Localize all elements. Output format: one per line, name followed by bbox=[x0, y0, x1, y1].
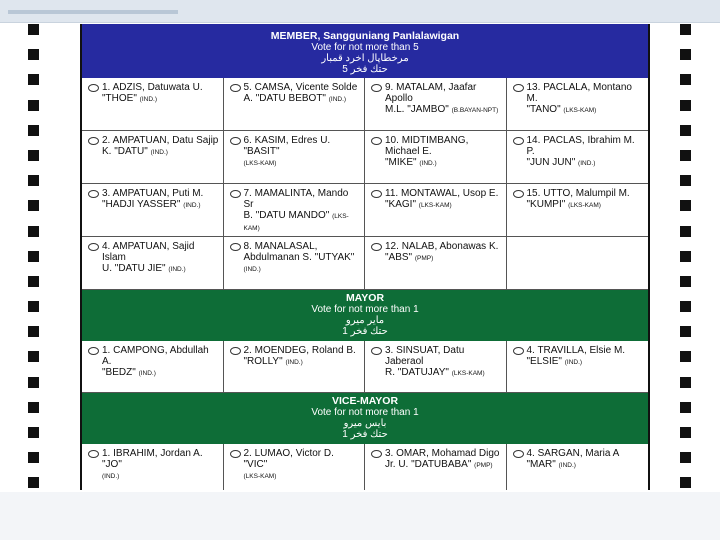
candidate-party: (IND.) bbox=[138, 370, 156, 377]
timing-mark bbox=[680, 477, 691, 488]
timing-mark bbox=[28, 377, 39, 388]
candidate-row bbox=[82, 341, 648, 393]
vote-oval[interactable] bbox=[88, 84, 99, 92]
candidate-nickname: "ROLLY" bbox=[243, 356, 283, 367]
candidate-name: KASIM, Edres U. "BASIT" bbox=[243, 135, 331, 157]
candidate-nickname: "MIKE" bbox=[385, 157, 417, 168]
vote-oval[interactable] bbox=[371, 84, 382, 92]
candidate-number: 1. bbox=[102, 448, 111, 459]
top-bar-accent bbox=[8, 10, 178, 14]
vote-oval[interactable] bbox=[230, 84, 241, 92]
candidate-cell[interactable] bbox=[82, 131, 224, 183]
left-timing-marks bbox=[28, 24, 40, 528]
candidate-nickname: "ELSIE" bbox=[526, 356, 562, 367]
candidate-cell[interactable] bbox=[82, 444, 224, 490]
candidate-cell[interactable] bbox=[224, 237, 366, 289]
candidate-nickname: "KUMPI" bbox=[526, 199, 566, 210]
candidate-party: (LKS-KAM) bbox=[243, 213, 349, 232]
candidate-row bbox=[82, 78, 648, 131]
candidate-nickname: U. "DATU JIE" bbox=[102, 263, 166, 274]
candidate-party: (B.BAYAN-NPT) bbox=[451, 107, 499, 114]
candidate-cell[interactable] bbox=[365, 131, 507, 183]
timing-mark bbox=[28, 49, 39, 60]
candidate-number: 13. bbox=[526, 82, 541, 93]
candidate-cell[interactable] bbox=[82, 184, 224, 236]
candidate-text bbox=[244, 188, 361, 234]
vote-oval[interactable] bbox=[88, 243, 99, 251]
candidate-cell[interactable] bbox=[224, 184, 366, 236]
candidate-party: (LKS-KAM) bbox=[568, 202, 601, 209]
vote-oval[interactable] bbox=[88, 450, 99, 458]
candidate-number: 1. bbox=[102, 345, 111, 356]
vote-oval[interactable] bbox=[371, 450, 382, 458]
vote-oval[interactable] bbox=[371, 243, 382, 251]
candidate-cell[interactable] bbox=[365, 78, 507, 130]
candidate-nickname: "BEDZ" bbox=[102, 367, 136, 378]
timing-mark bbox=[28, 326, 39, 337]
candidate-text bbox=[527, 188, 645, 234]
candidate-text bbox=[527, 345, 645, 390]
candidate-text bbox=[244, 241, 361, 287]
timing-mark bbox=[28, 226, 39, 237]
vote-oval[interactable] bbox=[513, 137, 524, 145]
candidate-name: AMPATUAN, Sajid Islam bbox=[102, 241, 195, 263]
candidate-name: CAMSA, Vicente Solde bbox=[254, 82, 358, 93]
timing-mark bbox=[680, 326, 691, 337]
section-arabic-line1: بايس ميرو bbox=[343, 418, 387, 429]
section-arabic-line1: ماير ميرو bbox=[345, 315, 385, 326]
vote-oval[interactable] bbox=[371, 190, 382, 198]
candidate-party: (IND.) bbox=[183, 202, 201, 209]
candidate-number: 3. bbox=[385, 448, 394, 459]
candidate-number: 4. bbox=[102, 241, 111, 252]
candidate-text bbox=[244, 82, 361, 128]
timing-mark bbox=[680, 301, 691, 312]
candidate-number: 11. bbox=[385, 188, 399, 199]
candidate-text bbox=[385, 188, 502, 234]
timing-mark bbox=[680, 150, 691, 161]
candidate-cell bbox=[507, 237, 649, 289]
candidate-nickname: M.L. "JAMBO" bbox=[385, 104, 449, 115]
candidate-number: 6. bbox=[243, 135, 252, 146]
section-header bbox=[82, 24, 648, 78]
candidate-cell[interactable] bbox=[507, 184, 649, 236]
candidate-name: MOENDEG, Roland B. bbox=[254, 345, 356, 356]
timing-mark bbox=[28, 125, 39, 136]
vote-oval[interactable] bbox=[371, 347, 382, 355]
section-header bbox=[82, 290, 648, 341]
candidate-number: 4. bbox=[526, 448, 535, 459]
candidate-text bbox=[244, 135, 361, 181]
candidate-nickname: "HADJI YASSER" bbox=[102, 199, 181, 210]
candidate-name: ADZIS, Datuwata U. bbox=[112, 82, 203, 93]
timing-mark bbox=[28, 452, 39, 463]
candidate-name: SARGAN, Maria A bbox=[537, 448, 620, 459]
candidate-cell[interactable] bbox=[224, 131, 366, 183]
candidate-name: IBRAHIM, Jordan A. "JO" bbox=[102, 448, 203, 470]
candidate-party: (LKS-KAM) bbox=[418, 202, 452, 209]
candidate-number: 7. bbox=[243, 188, 252, 199]
candidate-number: 1. bbox=[102, 82, 111, 93]
vote-oval[interactable] bbox=[371, 137, 382, 145]
candidate-number: 3. bbox=[102, 188, 111, 199]
candidate-name: MAMALINTA, Mando Sr bbox=[243, 188, 349, 210]
section-vote-line: Vote for not more than 1 bbox=[311, 407, 419, 418]
timing-mark bbox=[680, 226, 691, 237]
candidate-party: (IND.) bbox=[243, 266, 261, 273]
candidate-text bbox=[102, 241, 219, 287]
candidate-cell[interactable] bbox=[82, 78, 224, 130]
timing-mark bbox=[680, 175, 691, 186]
top-bar bbox=[0, 0, 720, 23]
candidate-name: UTTO, Malumpil M. bbox=[543, 188, 630, 199]
candidate-cell[interactable] bbox=[82, 341, 224, 392]
ballot-sheet bbox=[80, 24, 650, 490]
candidate-text bbox=[385, 448, 502, 490]
candidate-row bbox=[82, 444, 648, 490]
vote-oval[interactable] bbox=[513, 190, 524, 198]
candidate-number: 2. bbox=[243, 448, 252, 459]
candidate-party: (IND.) bbox=[168, 266, 186, 273]
timing-mark bbox=[28, 100, 39, 111]
candidate-party: (IND.) bbox=[558, 462, 576, 469]
candidate-number: 14. bbox=[526, 135, 541, 146]
timing-mark bbox=[28, 200, 39, 211]
timing-mark bbox=[680, 200, 691, 211]
candidate-text bbox=[102, 82, 219, 128]
candidate-number: 10. bbox=[385, 135, 399, 146]
section-arabic-line2: حتك فخر 5 bbox=[342, 64, 388, 75]
candidate-text bbox=[244, 448, 361, 490]
candidate-text bbox=[527, 448, 645, 490]
timing-mark bbox=[680, 251, 691, 262]
candidate-name: TRAVILLA, Elsie M. bbox=[537, 345, 626, 356]
section-arabic-line1: مرخطاپال اخرد قمبار bbox=[321, 53, 409, 64]
timing-mark bbox=[680, 377, 691, 388]
candidate-name: CAMPONG, Abdullah A. bbox=[102, 345, 209, 367]
timing-mark bbox=[28, 251, 39, 262]
timing-mark bbox=[28, 74, 39, 85]
candidate-cell[interactable] bbox=[507, 444, 649, 490]
section-vote-line: Vote for not more than 1 bbox=[311, 304, 419, 315]
candidate-party: (LKS-KAM) bbox=[563, 107, 597, 114]
timing-mark bbox=[28, 351, 39, 362]
candidate-cell[interactable] bbox=[365, 237, 507, 289]
vote-oval[interactable] bbox=[230, 450, 241, 458]
candidate-text bbox=[102, 448, 219, 490]
candidate-number: 5. bbox=[243, 82, 252, 93]
timing-mark bbox=[680, 74, 691, 85]
candidate-text bbox=[385, 82, 502, 128]
candidate-cell[interactable] bbox=[365, 444, 507, 490]
candidate-number: 12. bbox=[385, 241, 399, 252]
section-title: MEMBER, Sangguniang Panlalawigan bbox=[270, 30, 460, 42]
vote-oval[interactable] bbox=[230, 243, 241, 251]
candidate-cell[interactable] bbox=[82, 237, 224, 289]
candidate-name: PACLALA, Montano M. bbox=[526, 82, 632, 104]
candidate-name: MATALAM, Jaafar Apollo bbox=[385, 82, 477, 104]
right-timing-marks bbox=[680, 24, 692, 528]
timing-mark bbox=[28, 276, 39, 287]
candidate-name: LUMAO, Victor D. "VIC" bbox=[243, 448, 334, 470]
candidate-name: PACLAS, Ibrahim M. P. bbox=[526, 135, 635, 157]
candidate-cell[interactable] bbox=[224, 444, 366, 490]
candidate-nickname: "KAGI" bbox=[385, 199, 416, 210]
candidate-name: OMAR, Mohamad Digo bbox=[396, 448, 500, 459]
candidate-party: (PMP) bbox=[474, 462, 493, 469]
candidate-name: MANALASAL, bbox=[254, 241, 318, 252]
candidate-nickname: B. "DATU MANDO" bbox=[243, 210, 330, 221]
candidate-party: (IND.) bbox=[328, 96, 347, 103]
bottom-margin bbox=[0, 492, 720, 540]
candidate-cell[interactable] bbox=[365, 184, 507, 236]
candidate-cell[interactable] bbox=[507, 78, 649, 130]
candidate-number: 8. bbox=[243, 241, 252, 252]
candidate-name: MIDTIMBANG, Michael E. bbox=[385, 135, 469, 157]
candidate-text bbox=[102, 345, 219, 390]
section-title: MAYOR bbox=[345, 292, 385, 304]
timing-mark bbox=[28, 301, 39, 312]
candidate-party: (IND.) bbox=[150, 149, 168, 156]
timing-mark bbox=[28, 477, 39, 488]
candidate-cell[interactable] bbox=[224, 341, 366, 392]
candidate-name: AMPATUAN, Datu Sajip bbox=[112, 135, 219, 146]
candidate-party: (IND.) bbox=[419, 160, 437, 167]
candidate-number: 4. bbox=[526, 345, 535, 356]
candidate-party: (PMP) bbox=[414, 255, 434, 262]
candidate-cell[interactable] bbox=[507, 131, 649, 183]
candidate-text bbox=[513, 241, 645, 287]
candidate-row bbox=[82, 131, 648, 184]
candidate-cell[interactable] bbox=[224, 78, 366, 130]
timing-mark bbox=[680, 452, 691, 463]
vote-oval[interactable] bbox=[230, 347, 241, 355]
timing-mark bbox=[28, 150, 39, 161]
candidate-nickname: "ABS" bbox=[385, 252, 413, 263]
candidate-party: (IND.) bbox=[139, 96, 158, 103]
candidate-name: MONTAWAL, Usop E. bbox=[400, 188, 499, 199]
candidate-party: (IND.) bbox=[578, 160, 596, 167]
candidate-number: 9. bbox=[385, 82, 394, 93]
timing-mark bbox=[680, 276, 691, 287]
vote-oval[interactable] bbox=[513, 84, 524, 92]
section-arabic-line2: حتك فخر 1 bbox=[342, 326, 388, 337]
candidate-nickname: K. "DATU" bbox=[102, 146, 148, 157]
candidate-nickname: "TANO" bbox=[526, 104, 561, 115]
candidate-text bbox=[527, 135, 645, 181]
timing-mark bbox=[680, 427, 691, 438]
candidate-row bbox=[82, 184, 648, 237]
timing-mark bbox=[680, 100, 691, 111]
candidate-nickname: Abdulmanan S. "UTYAK" bbox=[243, 252, 355, 263]
candidate-party: (IND.) bbox=[102, 473, 120, 480]
candidate-number: 2. bbox=[102, 135, 111, 146]
candidate-text bbox=[385, 345, 502, 390]
candidate-nickname: "JUN JUN" bbox=[526, 157, 576, 168]
candidate-cell[interactable] bbox=[507, 341, 649, 392]
candidate-nickname: A. "DATU BEBOT" bbox=[243, 93, 326, 104]
candidate-number: 3. bbox=[385, 345, 394, 356]
vote-oval[interactable] bbox=[513, 347, 524, 355]
timing-mark bbox=[680, 24, 691, 35]
vote-oval[interactable] bbox=[88, 190, 99, 198]
vote-oval[interactable] bbox=[230, 137, 241, 145]
candidate-party: (IND.) bbox=[285, 359, 303, 366]
timing-mark bbox=[28, 402, 39, 413]
vote-oval[interactable] bbox=[88, 137, 99, 145]
candidate-text bbox=[385, 135, 502, 181]
vote-oval[interactable] bbox=[88, 347, 99, 355]
candidate-name: AMPATUAN, Puti M. bbox=[112, 188, 204, 199]
candidate-cell[interactable] bbox=[365, 341, 507, 392]
section-header bbox=[82, 393, 648, 444]
candidate-name: SINSUAT, Datu Jaberaol bbox=[385, 345, 465, 367]
timing-mark bbox=[28, 175, 39, 186]
candidate-party: (IND.) bbox=[564, 359, 583, 366]
timing-mark bbox=[680, 351, 691, 362]
candidate-text bbox=[244, 345, 361, 390]
section-title: VICE-MAYOR bbox=[331, 395, 399, 407]
candidate-nickname: "THOE" bbox=[102, 93, 137, 104]
candidate-party: (LKS-KAM) bbox=[451, 370, 485, 377]
candidate-nickname: "MAR" bbox=[526, 459, 556, 470]
candidate-number: 2. bbox=[243, 345, 252, 356]
vote-oval[interactable] bbox=[513, 450, 524, 458]
candidate-party: (LKS-KAM) bbox=[243, 160, 277, 167]
timing-mark bbox=[680, 402, 691, 413]
candidate-text bbox=[527, 82, 645, 128]
section-vote-line: Vote for not more than 5 bbox=[311, 42, 419, 53]
candidate-name: NALAB, Abonawas K. bbox=[401, 241, 499, 252]
timing-mark bbox=[680, 125, 691, 136]
timing-mark bbox=[28, 427, 39, 438]
candidate-row bbox=[82, 237, 648, 290]
candidate-text bbox=[102, 188, 219, 234]
vote-oval[interactable] bbox=[230, 190, 241, 198]
candidate-text bbox=[102, 135, 219, 181]
section-arabic-line2: حتك فخر 1 bbox=[342, 429, 388, 440]
candidate-text bbox=[385, 241, 502, 287]
candidate-number: 15. bbox=[526, 188, 541, 199]
candidate-nickname: Jr. U. "DATUBABA" bbox=[385, 459, 472, 470]
candidate-party: (LKS-KAM) bbox=[243, 473, 277, 480]
timing-mark bbox=[680, 49, 691, 60]
timing-mark bbox=[28, 24, 39, 35]
candidate-nickname: R. "DATUJAY" bbox=[385, 367, 449, 378]
